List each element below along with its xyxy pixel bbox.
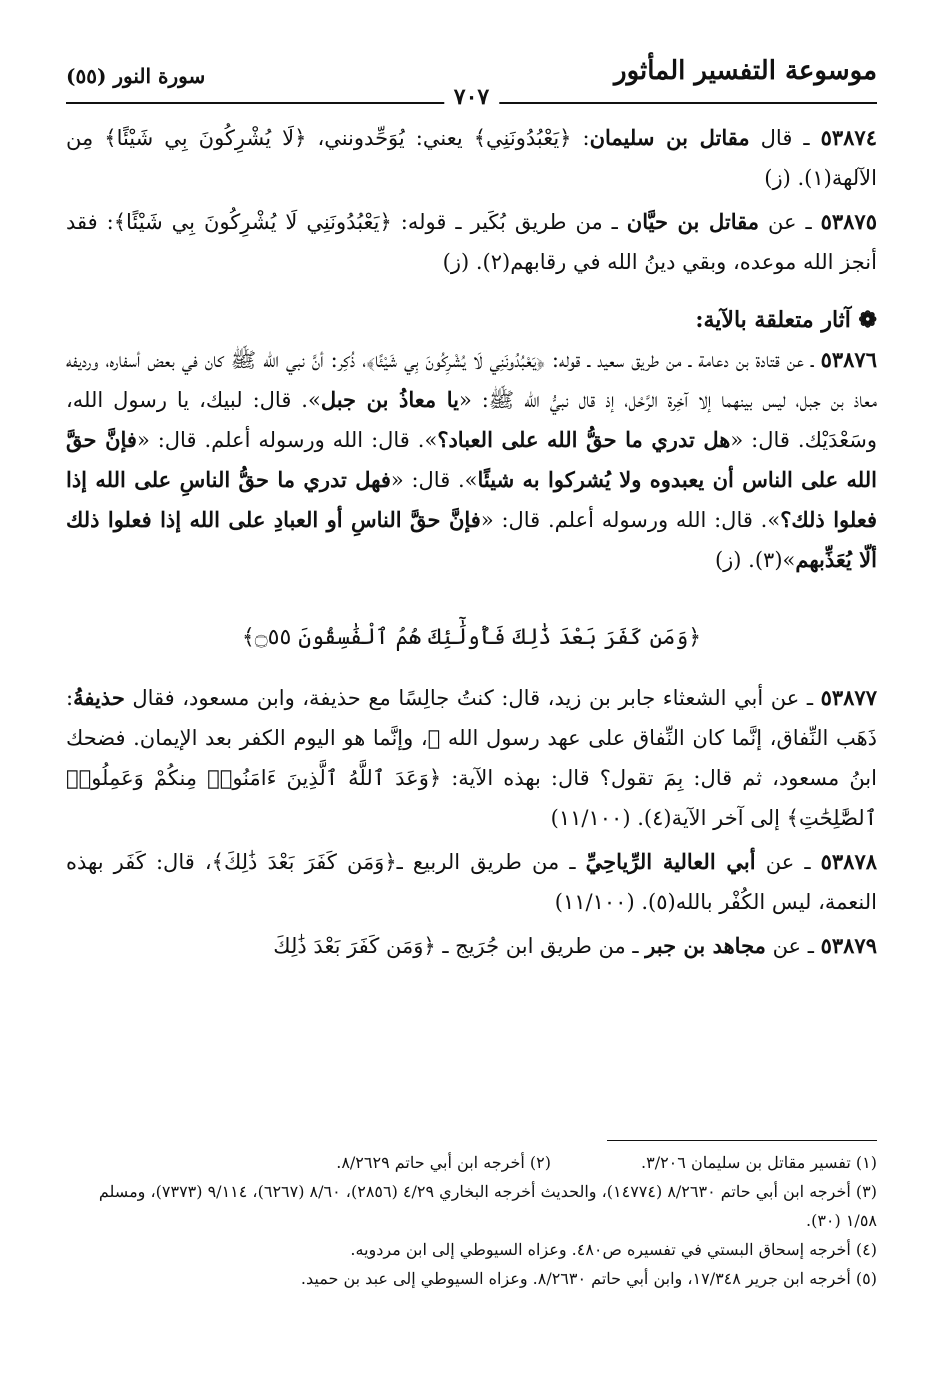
entry-number: ٥٣٨٧٩ bbox=[820, 933, 877, 958]
page-body bbox=[66, 118, 877, 970]
narrator-name: مقاتل بن حيَّان bbox=[626, 209, 759, 234]
book-title: موسوعة التفسير المأثور bbox=[614, 56, 877, 86]
entry-53875 bbox=[66, 202, 877, 282]
entry-53876 bbox=[66, 340, 877, 580]
narrator-name: مجاهد بن جبر bbox=[645, 933, 766, 958]
entry-53874 bbox=[66, 118, 877, 198]
footnotes bbox=[66, 1140, 877, 1293]
narrator-name: مقاتل بن سليمان bbox=[589, 125, 750, 150]
section-heading: ❁ آثار متعلقة بالآية: bbox=[695, 307, 877, 333]
narrator-name: أبي العالية الرِّياحِيِّ bbox=[585, 849, 756, 874]
entry-number: ٥٣٨٧٥ bbox=[820, 209, 877, 234]
entry-text: ـ من طريق ابن جُرَيج ـ ﴿وَمَن كَفَرَ بَعْدَ ذَٰلِكَ bbox=[273, 934, 646, 958]
hadith-quote: فإنَّ حقَّ الناسِ أو العبادِ على الله إذا فعلوا ذلك ألّا يُعَذِّبهم bbox=[66, 507, 877, 572]
hadith-quote: فهل تدري ما حقُّ الناسِ على الله إذا فعلوا ذلك؟ bbox=[66, 467, 877, 532]
entry-text: ـ عن أبي الشعثاء جابر بن زيد، قال: كنتُ جالِسًا مع حذيفة، وابن مسعود، فقال bbox=[124, 686, 821, 710]
footnote-4: (٤) أخرجه إسحاق البستي في تفسيره ص٤٨٠. وعزاه السيوطي إلى ابن مردويه. bbox=[350, 1240, 877, 1259]
quran-verse: ﴿وَمَن كَفَرَ بَعْدَ ذَٰلِكَ فَأُولَٰٓئِكَ هُمُ ٱلْفَٰسِقُونَ ۝٥٥﴾ bbox=[241, 625, 702, 650]
footnote-3: (٣) أخرجه ابن أبي حاتم ٨/٢٦٣٠ (١٤٧٧٤)، والحديث أخرجه البخاري ٤/٢٩ (٢٨٥٦)، ٨/٦٠ (٦٢٦٧)، ٩/١١٤ (٧٣٧٣)، ومسلم ١/٥٨ (٣٠). bbox=[98, 1182, 877, 1230]
hadith-quote: فإنَّ حقَّ الله على الناس أن يعبدوه ولا يُشركوا به شيئًا bbox=[66, 427, 877, 492]
entry-text: ـ عن bbox=[759, 210, 821, 234]
entry-text: ». قال: الله ورسوله أعلم. قال: « bbox=[480, 508, 781, 532]
entry-number: ٥٣٨٧٤ bbox=[820, 125, 877, 150]
hadith-quote: يا معاذُ بن جبل bbox=[320, 387, 459, 412]
hadith-quote: هل تدري ما حقُّ الله على العباد؟ bbox=[437, 427, 731, 452]
surah-label: سورة النور (٥٥) bbox=[66, 64, 206, 88]
entry-text: ـ عن bbox=[755, 850, 821, 874]
entry-text: ـ من طريق الربيع ـ﴿وَمَن كَفَرَ بَعْدَ ذَٰلِكَ﴾، قال: كَفَر بهذه النعمة، ليس الكُفْر بالله(٥). (١١/١٠٠) bbox=[66, 850, 877, 914]
entry-number: ٥٣٨٧٦ bbox=[820, 347, 877, 372]
entry-text: : ﴿يَعْبُدُونَنِي﴾ يعني: يُوَحِّدونني، ﴿لَا يُشْرِكُونَ بِي شَيْئًا﴾ مِن الآلهة(١). (ز) bbox=[66, 126, 877, 190]
entry-number: ٥٣٨٧٨ bbox=[820, 849, 878, 874]
page-header bbox=[66, 56, 877, 108]
entry-text: ـ قال bbox=[749, 126, 821, 150]
entry-text: ». قال: لبيك، يا رسول الله، وسَعْدَيْك. قال: « bbox=[66, 388, 878, 452]
footnote-1: (١) تفسير مقاتل بن سليمان ٣/٢٠٦. bbox=[641, 1153, 877, 1172]
footnote-row bbox=[66, 1148, 877, 1177]
footnote-2: (٢) أخرجه ابن أبي حاتم ٨/٢٦٢٩. bbox=[336, 1153, 551, 1172]
entry-53877 bbox=[66, 678, 877, 838]
entry-53878 bbox=[66, 842, 877, 922]
entry-text: ـ عن قتادة بن دعامة ـ من طريق سعيد ـ قوله: ﴿يَعْبُدُونَنِي لَا يُشْرِكُونَ بِي شَيْئًا﴾، ذُكِر: أنَّ نبي الله ﷺ كان في بعض أسفاره، ورديفه معاذ بن جبل، ليس بينهما إلا آخِرة الرَّحْل، إذ قال نبيُّ الله ﷺ: « bbox=[66, 348, 878, 412]
page-number: ٧٠٧ bbox=[444, 84, 499, 110]
entry-text: ». قال: الله ورسوله أعلم. قال: « bbox=[136, 428, 438, 452]
entry-number: ٥٣٨٧٧ bbox=[820, 685, 877, 710]
entry-53879 bbox=[66, 926, 877, 966]
entry-text: : ذَهَب النِّفاق، إنَّما كان النِّفاق على عهد رسول الله ﷺ، وإنَّما هو اليوم الكفر بعد الإيمان. فضحك ابنُ مسعود، ثم قال: بِمَ تقول؟ قال: بهذه الآية: ﴿وَعَدَ ٱللَّهُ ٱلَّذِينَ ءَامَنُوا۟ مِنكُمْ وَعَمِلُوا۟ ٱلصَّٰلِحَٰتِ﴾ إلى آخر الآية(٤). (١١/١٠٠) bbox=[66, 686, 877, 830]
footnote-5: (٥) أخرجه ابن جرير ١٧/٣٤٨، وابن أبي حاتم ٨/٢٦٣٠. وعزاه السيوطي إلى عبد بن حميد. bbox=[300, 1269, 877, 1288]
entry-text: ـ عن bbox=[765, 934, 821, 958]
entry-text: ـ من طريق بُكَير ـ قوله: ﴿يَعْبُدُونَنِي لَا يُشْرِكُونَ بِي شَيْئًا﴾: فقد أنجز الله موعده، وبقي دينُ الله في رقابهم(٢). (ز) bbox=[66, 210, 877, 274]
entry-text: ». قال: « bbox=[390, 468, 478, 492]
narrator-name: حذيفةُ bbox=[73, 685, 125, 710]
entry-text: »(٣). (ز) bbox=[714, 548, 796, 572]
